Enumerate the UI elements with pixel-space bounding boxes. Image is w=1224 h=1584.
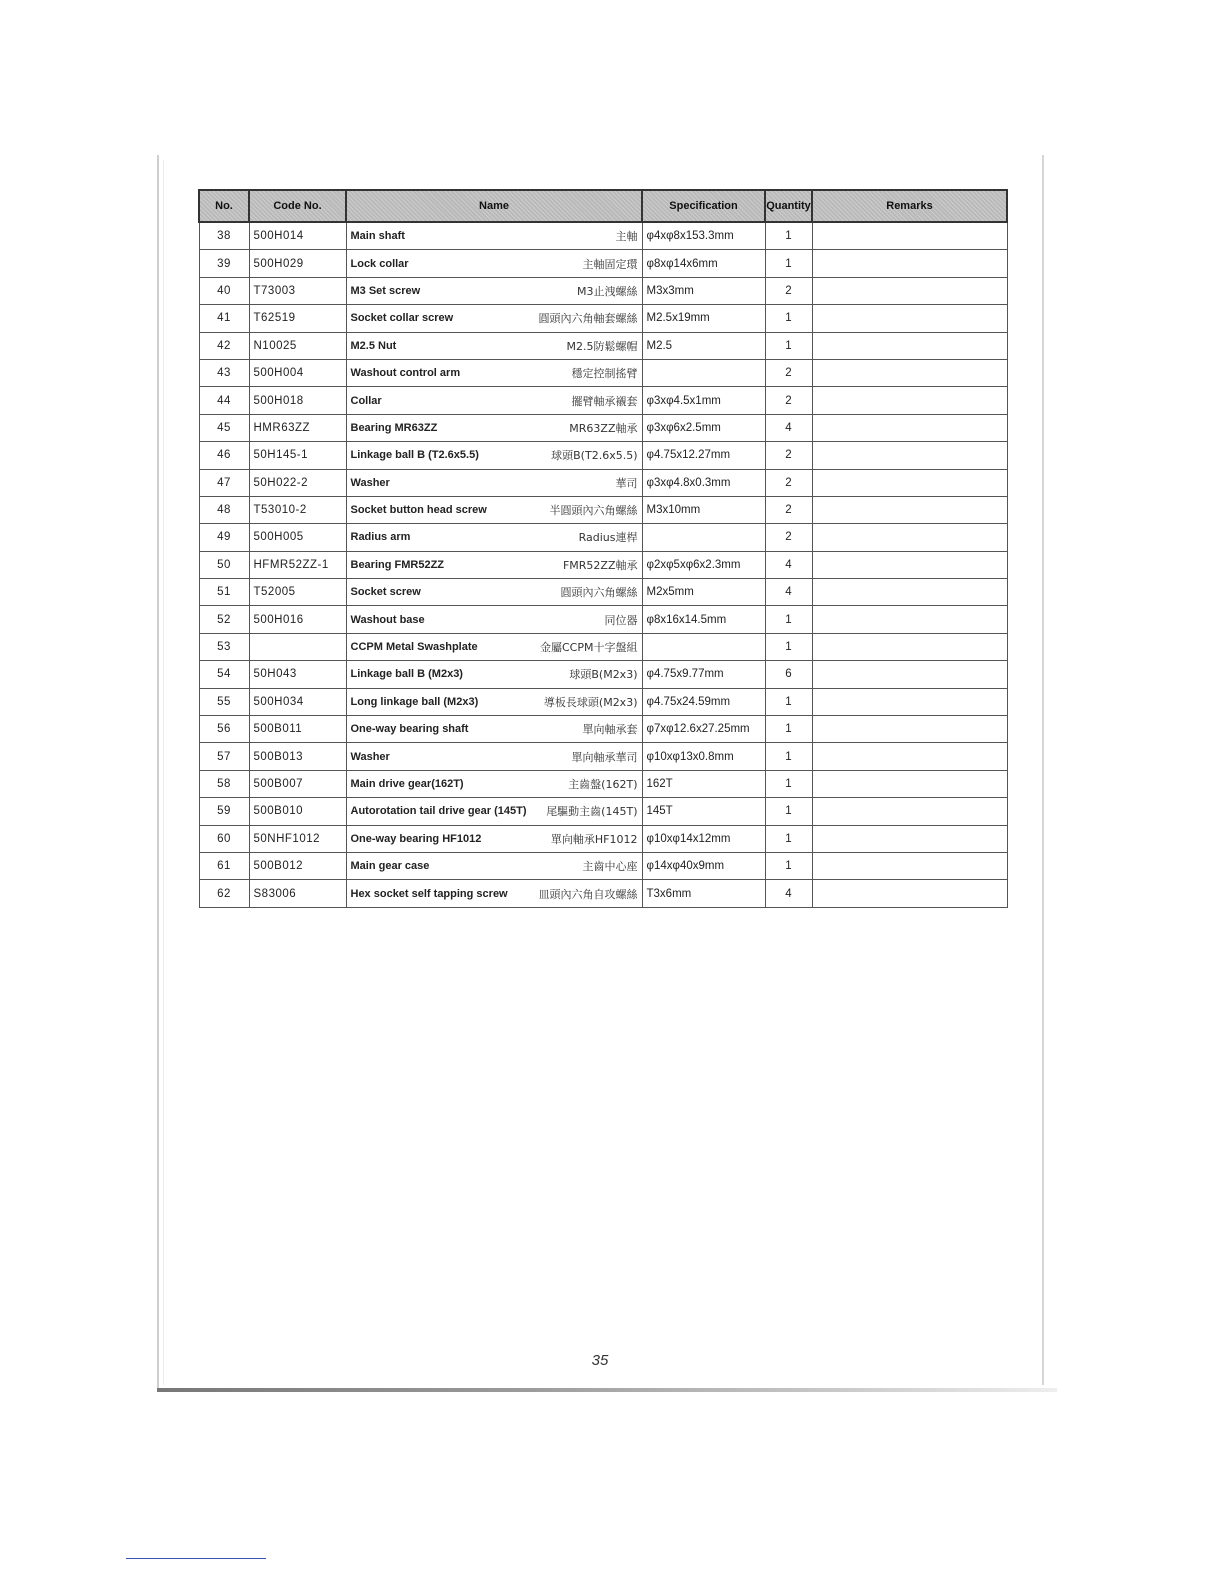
footer-link-line bbox=[126, 1558, 266, 1559]
table-row bbox=[199, 852, 1007, 879]
cell-name bbox=[346, 414, 642, 441]
cell-name bbox=[346, 798, 642, 825]
name-chinese: 球頭B(T2.6x5.5) bbox=[551, 449, 638, 463]
name-wrapper bbox=[351, 365, 638, 381]
cell-code-no: T52005 bbox=[249, 579, 346, 606]
table-row bbox=[199, 524, 1007, 551]
table-row bbox=[199, 414, 1007, 441]
cell-remarks bbox=[812, 250, 1007, 277]
cell-code-no: 50H022-2 bbox=[249, 469, 346, 496]
page-edge-bottom bbox=[157, 1388, 1057, 1392]
table-row bbox=[199, 222, 1007, 250]
name-english: Socket screw bbox=[350, 586, 421, 599]
cell-code-no: 500H004 bbox=[249, 359, 346, 386]
table-row bbox=[199, 688, 1007, 715]
name-wrapper bbox=[351, 393, 638, 409]
cell-name bbox=[346, 661, 642, 688]
cell-name bbox=[346, 825, 642, 852]
cell-code-no: T53010-2 bbox=[249, 496, 346, 523]
name-wrapper bbox=[351, 283, 638, 299]
name-chinese: M3止洩螺絲 bbox=[577, 284, 638, 298]
cell-name bbox=[346, 524, 642, 551]
cell-no: 59 bbox=[199, 798, 249, 825]
cell-name bbox=[346, 633, 642, 660]
name-wrapper bbox=[351, 639, 638, 655]
cell-no: 47 bbox=[199, 469, 249, 496]
cell-remarks bbox=[812, 770, 1007, 797]
cell-specification: M2.5 bbox=[642, 332, 765, 359]
cell-name bbox=[346, 606, 642, 633]
name-wrapper bbox=[351, 886, 638, 902]
table-row bbox=[199, 743, 1007, 770]
cell-name bbox=[346, 277, 642, 304]
cell-quantity: 1 bbox=[765, 716, 812, 743]
name-wrapper bbox=[351, 749, 638, 765]
name-english: Collar bbox=[350, 394, 382, 407]
table-row bbox=[199, 496, 1007, 523]
name-english: One-way bearing shaft bbox=[350, 723, 469, 736]
cell-no: 54 bbox=[199, 661, 249, 688]
cell-name bbox=[346, 852, 642, 879]
cell-no: 49 bbox=[199, 524, 249, 551]
name-wrapper bbox=[351, 721, 638, 737]
page-edge-left-inner bbox=[163, 160, 164, 1385]
name-wrapper bbox=[351, 529, 638, 545]
name-wrapper bbox=[351, 228, 638, 244]
name-english: Long linkage ball (M2x3) bbox=[350, 695, 479, 708]
table-row bbox=[199, 332, 1007, 359]
table-row bbox=[199, 716, 1007, 743]
cell-quantity: 1 bbox=[765, 825, 812, 852]
cell-no: 45 bbox=[199, 414, 249, 441]
cell-quantity: 1 bbox=[765, 743, 812, 770]
name-wrapper bbox=[351, 557, 638, 573]
cell-no: 60 bbox=[199, 825, 249, 852]
cell-remarks bbox=[812, 579, 1007, 606]
cell-remarks bbox=[812, 688, 1007, 715]
name-english: Main drive gear(162T) bbox=[350, 778, 464, 790]
cell-specification: φ8x16x14.5mm bbox=[642, 606, 765, 633]
name-wrapper bbox=[351, 310, 638, 326]
cell-name bbox=[346, 579, 642, 606]
cell-code-no: 500H029 bbox=[249, 250, 346, 277]
name-english: Bearing FMR52ZZ bbox=[350, 558, 445, 571]
name-chinese: 圓頭內六角螺絲 bbox=[560, 586, 638, 600]
name-english: Radius arm bbox=[350, 531, 411, 544]
cell-specification: 162T bbox=[642, 770, 765, 797]
cell-specification: φ4.75x12.27mm bbox=[642, 442, 765, 469]
name-chinese: 金屬CCPM十字盤組 bbox=[540, 641, 638, 655]
cell-code-no: 500B010 bbox=[249, 798, 346, 825]
page-number: 35 bbox=[591, 1352, 609, 1369]
cell-name bbox=[346, 250, 642, 277]
name-chinese: M2.5防鬆螺帽 bbox=[566, 339, 638, 353]
cell-no: 51 bbox=[199, 579, 249, 606]
name-english: Linkage ball B (M2x3) bbox=[350, 668, 463, 681]
cell-quantity: 2 bbox=[765, 387, 812, 414]
cell-name bbox=[346, 469, 642, 496]
cell-quantity: 2 bbox=[765, 524, 812, 551]
table-row bbox=[199, 359, 1007, 386]
cell-remarks bbox=[812, 716, 1007, 743]
table-row bbox=[199, 579, 1007, 606]
cell-no: 48 bbox=[199, 496, 249, 523]
cell-code-no: T62519 bbox=[249, 305, 346, 332]
cell-remarks bbox=[812, 496, 1007, 523]
cell-quantity: 2 bbox=[765, 277, 812, 304]
name-english: M2.5 Nut bbox=[350, 339, 397, 352]
cell-name bbox=[346, 770, 642, 797]
cell-code-no: 50H043 bbox=[249, 661, 346, 688]
table-row bbox=[199, 469, 1007, 496]
name-wrapper bbox=[351, 776, 638, 792]
name-chinese: 皿頭內六角自攻螺絲 bbox=[538, 887, 638, 901]
cell-remarks bbox=[812, 469, 1007, 496]
cell-quantity: 4 bbox=[765, 551, 812, 578]
name-english: Main gear case bbox=[350, 860, 430, 873]
cell-specification: φ4.75x9.77mm bbox=[642, 661, 765, 688]
cell-specification: 145T bbox=[642, 798, 765, 825]
cell-code-no: 500H014 bbox=[249, 222, 346, 250]
name-chinese: 圓頭內六角軸套螺絲 bbox=[538, 312, 638, 326]
name-english: Socket collar screw bbox=[350, 312, 454, 325]
cell-name bbox=[346, 880, 642, 907]
cell-code-no: 500H034 bbox=[249, 688, 346, 715]
table-row bbox=[199, 305, 1007, 332]
header-quantity: Quantity bbox=[765, 190, 812, 222]
name-wrapper bbox=[351, 338, 638, 354]
cell-quantity: 1 bbox=[765, 633, 812, 660]
name-chinese: 單向軸承華司 bbox=[571, 750, 638, 764]
name-chinese: 球頭B(M2x3) bbox=[569, 668, 638, 682]
name-chinese: 單向軸承HF1012 bbox=[550, 832, 638, 846]
cell-no: 38 bbox=[199, 222, 249, 250]
name-english: Socket button head screw bbox=[350, 504, 487, 517]
cell-name bbox=[346, 332, 642, 359]
name-english: CCPM Metal Swashplate bbox=[350, 641, 478, 654]
cell-specification: M2x5mm bbox=[642, 579, 765, 606]
cell-specification: M3x3mm bbox=[642, 277, 765, 304]
name-english: Linkage ball B (T2.6x5.5) bbox=[350, 449, 479, 462]
cell-specification: T3x6mm bbox=[642, 880, 765, 907]
name-english: Washout base bbox=[350, 613, 425, 626]
cell-specification bbox=[642, 633, 765, 660]
cell-remarks bbox=[812, 359, 1007, 386]
name-chinese: 半圓頭內六角螺絲 bbox=[549, 504, 638, 518]
cell-quantity: 1 bbox=[765, 606, 812, 633]
name-chinese: 主齒中心座 bbox=[582, 860, 638, 874]
cell-quantity: 1 bbox=[765, 305, 812, 332]
table-row bbox=[199, 250, 1007, 277]
cell-quantity: 2 bbox=[765, 496, 812, 523]
cell-specification: φ7xφ12.6x27.25mm bbox=[642, 716, 765, 743]
cell-no: 39 bbox=[199, 250, 249, 277]
cell-remarks bbox=[812, 633, 1007, 660]
cell-name bbox=[346, 496, 642, 523]
cell-specification: φ4xφ8x153.3mm bbox=[642, 222, 765, 250]
cell-quantity: 1 bbox=[765, 852, 812, 879]
name-english: Washout control arm bbox=[350, 367, 461, 380]
name-english: Main shaft bbox=[350, 230, 405, 243]
cell-code-no: 50H145-1 bbox=[249, 442, 346, 469]
cell-code-no: N10025 bbox=[249, 332, 346, 359]
cell-no: 58 bbox=[199, 770, 249, 797]
cell-quantity: 4 bbox=[765, 579, 812, 606]
name-chinese: 導板長球頭(M2x3) bbox=[543, 695, 638, 709]
cell-no: 55 bbox=[199, 688, 249, 715]
cell-no: 50 bbox=[199, 551, 249, 578]
cell-code-no: 500H018 bbox=[249, 387, 346, 414]
cell-no: 62 bbox=[199, 880, 249, 907]
cell-remarks bbox=[812, 222, 1007, 250]
cell-code-no: HFMR52ZZ-1 bbox=[249, 551, 346, 578]
page-edge-left bbox=[157, 155, 159, 1390]
cell-specification: φ3xφ4.8x0.3mm bbox=[642, 469, 765, 496]
cell-remarks bbox=[812, 277, 1007, 304]
cell-no: 46 bbox=[199, 442, 249, 469]
name-wrapper bbox=[351, 256, 638, 272]
cell-specification: φ4.75x24.59mm bbox=[642, 688, 765, 715]
cell-no: 61 bbox=[199, 852, 249, 879]
cell-quantity: 6 bbox=[765, 661, 812, 688]
name-wrapper bbox=[351, 420, 638, 436]
table-row bbox=[199, 277, 1007, 304]
cell-quantity: 1 bbox=[765, 250, 812, 277]
cell-quantity: 2 bbox=[765, 359, 812, 386]
cell-code-no: 500B007 bbox=[249, 770, 346, 797]
name-english: Washer bbox=[350, 476, 390, 489]
cell-remarks bbox=[812, 661, 1007, 688]
cell-quantity: 1 bbox=[765, 688, 812, 715]
table-row bbox=[199, 387, 1007, 414]
cell-name bbox=[346, 359, 642, 386]
name-chinese: 主軸 bbox=[615, 230, 638, 244]
cell-name bbox=[346, 222, 642, 250]
header-remarks: Remarks bbox=[812, 190, 1007, 222]
page-edge-right bbox=[1042, 155, 1044, 1385]
name-chinese: Radius連桿 bbox=[578, 531, 638, 545]
cell-quantity: 1 bbox=[765, 798, 812, 825]
name-wrapper bbox=[351, 475, 638, 491]
name-english: Lock collar bbox=[350, 257, 409, 270]
parts-table bbox=[198, 189, 1008, 908]
cell-name bbox=[346, 716, 642, 743]
cell-remarks bbox=[812, 332, 1007, 359]
cell-code-no: T73003 bbox=[249, 277, 346, 304]
table-row bbox=[199, 825, 1007, 852]
cell-code-no: 500H016 bbox=[249, 606, 346, 633]
cell-code-no: 500B011 bbox=[249, 716, 346, 743]
header-specification: Specification bbox=[642, 190, 765, 222]
table-body bbox=[199, 222, 1007, 907]
table-row bbox=[199, 798, 1007, 825]
name-chinese: 擺臂軸承襯套 bbox=[571, 394, 638, 408]
name-chinese: 穩定控制搖臂 bbox=[571, 367, 638, 381]
cell-code-no: 500H005 bbox=[249, 524, 346, 551]
name-wrapper bbox=[351, 666, 638, 682]
cell-remarks bbox=[812, 442, 1007, 469]
name-wrapper bbox=[351, 694, 638, 710]
name-chinese: FMR52ZZ軸承 bbox=[562, 558, 638, 572]
name-chinese: MR63ZZ軸承 bbox=[569, 421, 638, 435]
cell-quantity: 1 bbox=[765, 770, 812, 797]
cell-quantity: 4 bbox=[765, 414, 812, 441]
cell-specification: M2.5x19mm bbox=[642, 305, 765, 332]
cell-quantity: 2 bbox=[765, 469, 812, 496]
cell-no: 40 bbox=[199, 277, 249, 304]
cell-quantity: 2 bbox=[765, 442, 812, 469]
cell-code-no: 500B013 bbox=[249, 743, 346, 770]
cell-code-no: 50NHF1012 bbox=[249, 825, 346, 852]
header-code-no: Code No. bbox=[249, 190, 346, 222]
cell-no: 53 bbox=[199, 633, 249, 660]
cell-remarks bbox=[812, 524, 1007, 551]
name-wrapper bbox=[351, 831, 638, 847]
cell-remarks bbox=[812, 880, 1007, 907]
cell-remarks bbox=[812, 606, 1007, 633]
name-chinese: 華司 bbox=[615, 476, 638, 490]
cell-specification: φ3xφ6x2.5mm bbox=[642, 414, 765, 441]
cell-quantity: 1 bbox=[765, 222, 812, 250]
cell-remarks bbox=[812, 551, 1007, 578]
cell-code-no: S83006 bbox=[249, 880, 346, 907]
cell-no: 44 bbox=[199, 387, 249, 414]
cell-remarks bbox=[812, 743, 1007, 770]
cell-code-no: HMR63ZZ bbox=[249, 414, 346, 441]
cell-specification: φ3xφ4.5x1mm bbox=[642, 387, 765, 414]
name-wrapper bbox=[351, 447, 638, 463]
name-english: Autorotation tail drive gear (145T) bbox=[350, 805, 527, 818]
cell-specification: φ2xφ5xφ6x2.3mm bbox=[642, 551, 765, 578]
table-row bbox=[199, 551, 1007, 578]
table-header-row bbox=[199, 190, 1007, 222]
cell-no: 41 bbox=[199, 305, 249, 332]
cell-quantity: 4 bbox=[765, 880, 812, 907]
table-row bbox=[199, 661, 1007, 688]
name-english: Washer bbox=[350, 750, 390, 763]
table-row bbox=[199, 606, 1007, 633]
cell-no: 52 bbox=[199, 606, 249, 633]
cell-specification: φ10xφ13x0.8mm bbox=[642, 743, 765, 770]
name-wrapper bbox=[351, 858, 638, 874]
cell-remarks bbox=[812, 305, 1007, 332]
cell-specification bbox=[642, 524, 765, 551]
cell-quantity: 1 bbox=[765, 332, 812, 359]
table-row bbox=[199, 442, 1007, 469]
name-english: Bearing MR63ZZ bbox=[350, 421, 438, 434]
cell-name bbox=[346, 551, 642, 578]
cell-remarks bbox=[812, 387, 1007, 414]
cell-code-no bbox=[249, 633, 346, 660]
cell-specification: φ8xφ14x6mm bbox=[642, 250, 765, 277]
cell-no: 42 bbox=[199, 332, 249, 359]
header-name: Name bbox=[346, 190, 642, 222]
name-wrapper bbox=[351, 803, 638, 819]
cell-no: 43 bbox=[199, 359, 249, 386]
cell-specification: φ14xφ40x9mm bbox=[642, 852, 765, 879]
cell-remarks bbox=[812, 414, 1007, 441]
name-english: M3 Set screw bbox=[350, 284, 421, 297]
header-no: No. bbox=[199, 190, 249, 222]
cell-specification bbox=[642, 359, 765, 386]
name-chinese: 主軸固定環 bbox=[582, 257, 638, 271]
cell-remarks bbox=[812, 852, 1007, 879]
name-chinese: 同位器 bbox=[604, 613, 638, 627]
cell-remarks bbox=[812, 798, 1007, 825]
name-chinese: 主齒盤(162T) bbox=[568, 778, 638, 791]
name-wrapper bbox=[351, 584, 638, 600]
cell-remarks bbox=[812, 825, 1007, 852]
name-chinese: 尾驅動主齒(145T) bbox=[546, 805, 638, 819]
cell-name bbox=[346, 387, 642, 414]
cell-name bbox=[346, 743, 642, 770]
cell-specification: φ10xφ14x12mm bbox=[642, 825, 765, 852]
name-wrapper bbox=[351, 612, 638, 628]
name-wrapper bbox=[351, 502, 638, 518]
cell-no: 56 bbox=[199, 716, 249, 743]
cell-no: 57 bbox=[199, 743, 249, 770]
name-english: Hex socket self tapping screw bbox=[350, 887, 508, 900]
table-row bbox=[199, 880, 1007, 907]
name-english: One-way bearing HF1012 bbox=[350, 832, 482, 845]
name-chinese: 單向軸承套 bbox=[582, 723, 638, 737]
cell-name bbox=[346, 688, 642, 715]
cell-code-no: 500B012 bbox=[249, 852, 346, 879]
table-row bbox=[199, 633, 1007, 660]
table-row bbox=[199, 770, 1007, 797]
cell-name bbox=[346, 442, 642, 469]
cell-specification: M3x10mm bbox=[642, 496, 765, 523]
cell-name bbox=[346, 305, 642, 332]
